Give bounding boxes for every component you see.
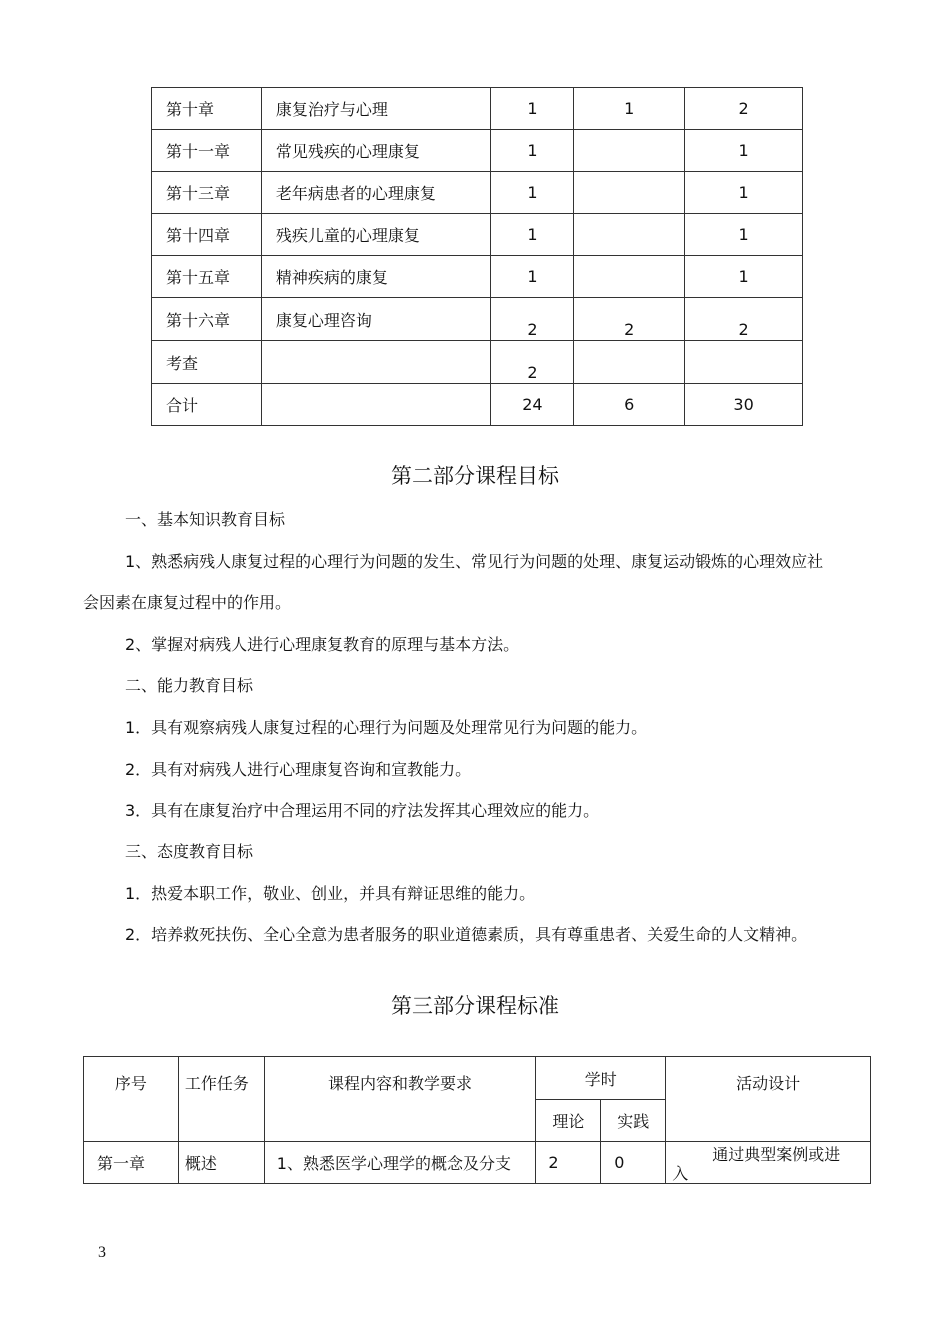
section-heading: 一、基本知识教育目标 (125, 510, 286, 529)
row-num: 第一章 (84, 1142, 179, 1184)
paragraph: 2、掌握对病残人进行心理康复教育的原理与基本方法。 (125, 635, 520, 654)
paragraph: 1．具有观察病残人康复过程的心理行为问题及处理常见行为问题的能力。 (125, 718, 648, 737)
total-hours-cell (685, 341, 803, 384)
table-row (152, 172, 803, 214)
row-activity (666, 1142, 871, 1184)
chapter-cell: 合计 (152, 384, 262, 426)
paragraph: 1．热爱本职工作，敬业、创业，并具有辩证思维的能力。 (125, 884, 536, 903)
section-heading: 二、能力教育目标 (125, 676, 254, 695)
table-row (152, 298, 803, 341)
theory-hours-cell: 1 (491, 214, 574, 256)
chapter-cell: 第十四章 (152, 214, 262, 256)
chapter-cell: 考查 (152, 341, 262, 384)
topic-cell (261, 384, 491, 426)
total-hours-cell: 1 (685, 172, 803, 214)
total-hours-cell: 1 (685, 130, 803, 172)
header-hours: 学时 (536, 1057, 666, 1100)
header-task: 工作任务 (178, 1057, 264, 1142)
theory-hours-cell: 2 (491, 341, 574, 384)
header-num: 序号 (84, 1057, 179, 1142)
topic-cell: 老年病患者的心理康复 (261, 172, 491, 214)
table-row (152, 256, 803, 298)
row-activity-line1: 通过典型案例或进 (712, 1145, 841, 1164)
paragraph: 2．培养救死扶伤、全心全意为患者服务的职业道德素质，具有尊重患者、关爱生命的人文精神。 (125, 925, 808, 944)
topic-cell: 常见残疾的心理康复 (261, 130, 491, 172)
practice-hours-cell (574, 341, 685, 384)
total-hours-cell: 1 (685, 256, 803, 298)
header-content: 课程内容和教学要求 (264, 1057, 536, 1142)
row-theory: 2 (536, 1142, 601, 1184)
theory-hours-cell: 1 (491, 88, 574, 130)
section-heading: 三、态度教育目标 (125, 842, 254, 861)
header-activity: 活动设计 (666, 1057, 871, 1142)
topic-cell (261, 341, 491, 384)
total-hours-cell: 2 (685, 298, 803, 341)
hours-table (151, 87, 803, 426)
table-row (152, 384, 803, 426)
total-hours-cell: 30 (685, 384, 803, 426)
topic-cell: 康复治疗与心理 (261, 88, 491, 130)
chapter-cell: 第十六章 (152, 298, 262, 341)
theory-hours-cell: 1 (491, 130, 574, 172)
practice-hours-cell (574, 130, 685, 172)
practice-hours-cell: 2 (574, 298, 685, 341)
paragraph: 3．具有在康复治疗中合理运用不同的疗法发挥其心理效应的能力。 (125, 801, 600, 820)
theory-hours-cell: 2 (491, 298, 574, 341)
table-row (152, 130, 803, 172)
paragraph: 1、熟悉病残人康复过程的心理行为问题的发生、常见行为问题的处理、康复运动锻炼的心理效应社 (125, 552, 824, 571)
theory-hours-cell: 1 (491, 256, 574, 298)
paragraph: 2．具有对病残人进行心理康复咨询和宣教能力。 (125, 760, 472, 779)
chapter-cell: 第十三章 (152, 172, 262, 214)
chapter-cell: 第十章 (152, 88, 262, 130)
row-task: 概述 (178, 1142, 264, 1184)
chapter-cell: 第十一章 (152, 130, 262, 172)
row-activity-line2: 入 (672, 1164, 689, 1183)
practice-hours-cell (574, 214, 685, 256)
row-content: 1、熟悉医学心理学的概念及分支 (264, 1142, 536, 1184)
header-theory: 理论 (536, 1100, 601, 1142)
topic-cell: 精神疾病的康复 (261, 256, 491, 298)
paragraph: 会因素在康复过程中的作用。 (83, 593, 292, 612)
practice-hours-cell (574, 256, 685, 298)
theory-hours-cell: 1 (491, 172, 574, 214)
practice-hours-cell (574, 172, 685, 214)
practice-hours-cell: 1 (574, 88, 685, 130)
part3-title: 第三部分课程标准 (391, 994, 559, 1018)
page-number: 3 (98, 1244, 106, 1261)
table-row (152, 341, 803, 384)
practice-hours-cell: 6 (574, 384, 685, 426)
topic-cell: 残疾儿童的心理康复 (261, 214, 491, 256)
total-hours-cell: 1 (685, 214, 803, 256)
header-practice: 实践 (601, 1100, 666, 1142)
table-row (152, 214, 803, 256)
part2-title: 第二部分课程目标 (391, 464, 559, 488)
theory-hours-cell: 24 (491, 384, 574, 426)
chapter-cell: 第十五章 (152, 256, 262, 298)
topic-cell: 康复心理咨询 (261, 298, 491, 341)
total-hours-cell: 2 (685, 88, 803, 130)
table-row (152, 88, 803, 130)
row-practice: 0 (601, 1142, 666, 1184)
curriculum-table (83, 1056, 871, 1184)
